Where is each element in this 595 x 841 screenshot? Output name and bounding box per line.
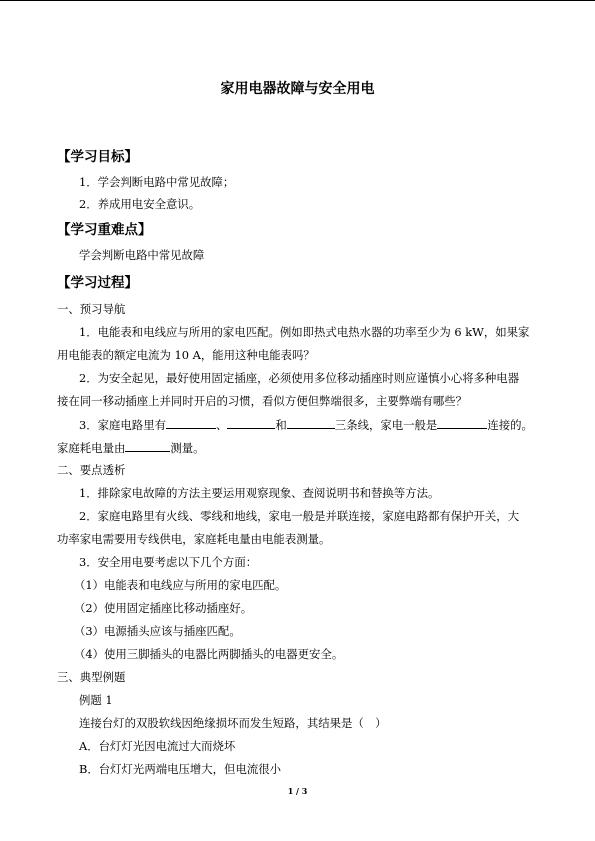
keypoints-text: 学会判断电路中常见故障 [79,248,205,262]
safety-item-2: （2）使用固定插座比移动插座好。 [74,601,253,615]
question-1-line-1: 1．电能表和电线应与所用的家电匹配。例如即热式电热水器的功率至少为 6 kW，如果家 [79,325,530,339]
keypoints-heading: 【学习重难点】 [57,222,152,238]
question-2-line-1: 2．为安全起见，最好使用固定插座，必须使用多位移动插座时则应谨慎小心将多种电器 [79,371,520,385]
q3-text-e: 连接的。 [487,418,533,432]
option-b: B．台灯灯光两端电压增大，但电流很小 [79,762,282,776]
goal-item-1: 1．学会判断电路中常见故障； [79,175,235,189]
q3-text-d: 三条线，家电一般是 [334,418,438,432]
top-rule [0,0,595,1]
option-a: A．台灯灯光因电流过大而烧坏 [79,739,236,753]
goals-heading: 【学习目标】 [57,149,138,165]
page-number: 1 / 3 [287,786,308,796]
answer-blank-2[interactable] [227,417,275,429]
question-3-line-1 [79,417,533,432]
q3-text-g: 测量。 [170,441,205,455]
section-2-title: 二、要点透析 [57,463,126,477]
q3-text-b: 、 [215,418,228,432]
answer-blank-4[interactable] [437,417,487,429]
page-title: 家用电器故障与安全用电 [220,81,375,97]
question-2-line-2: 接在同一移动插座上并同时开启的习惯，看似方便但弊端很多，主要弊端有哪些？ [57,394,468,408]
safety-item-1: （1）电能表和电线应与所用的家电匹配。 [74,578,287,592]
q3-text-f: 家庭耗电量由 [57,441,126,455]
keypoint-2-line-2: 功率家电需要用专线供电，家庭耗电量由电能表测量。 [57,532,331,546]
question-3-line-2 [57,440,205,455]
section-1-title: 一、预习导航 [57,302,126,316]
goal-item-2: 2．养成用电安全意识。 [79,197,201,211]
q3-text-c: 和 [275,418,287,432]
answer-blank-5[interactable] [125,440,170,452]
example-question: 连接台灯的双股软线因绝缘损坏而发生短路，其结果是（ ） [79,716,387,730]
answer-blank-3[interactable] [287,417,335,429]
question-1-line-2: 用电能表的额定电流为 10 A，能用这种电能表吗？ [57,348,315,362]
keypoint-1: 1．排除家电故障的方法主要运用观察现象、查阅说明书和替换等方法。 [79,486,440,500]
safety-item-4: （4）使用三脚插头的电器比两脚插头的电器更安全。 [74,647,344,661]
q3-text-a: 3．家庭电路里有 [79,418,166,432]
process-heading: 【学习过程】 [57,275,138,291]
safety-item-3: （3）电源插头应该与插座匹配。 [74,624,241,638]
keypoint-2-line-1: 2．家庭电路里有火线、零线和地线，家电一般是并联连接，家庭电路都有保护开关，大 [79,509,520,523]
keypoint-3: 3．安全用电要考虑以下几个方面： [79,555,258,569]
example-label: 例题 1 [79,693,113,707]
answer-blank-1[interactable] [166,417,216,429]
section-3-title: 三、典型例题 [57,670,126,684]
